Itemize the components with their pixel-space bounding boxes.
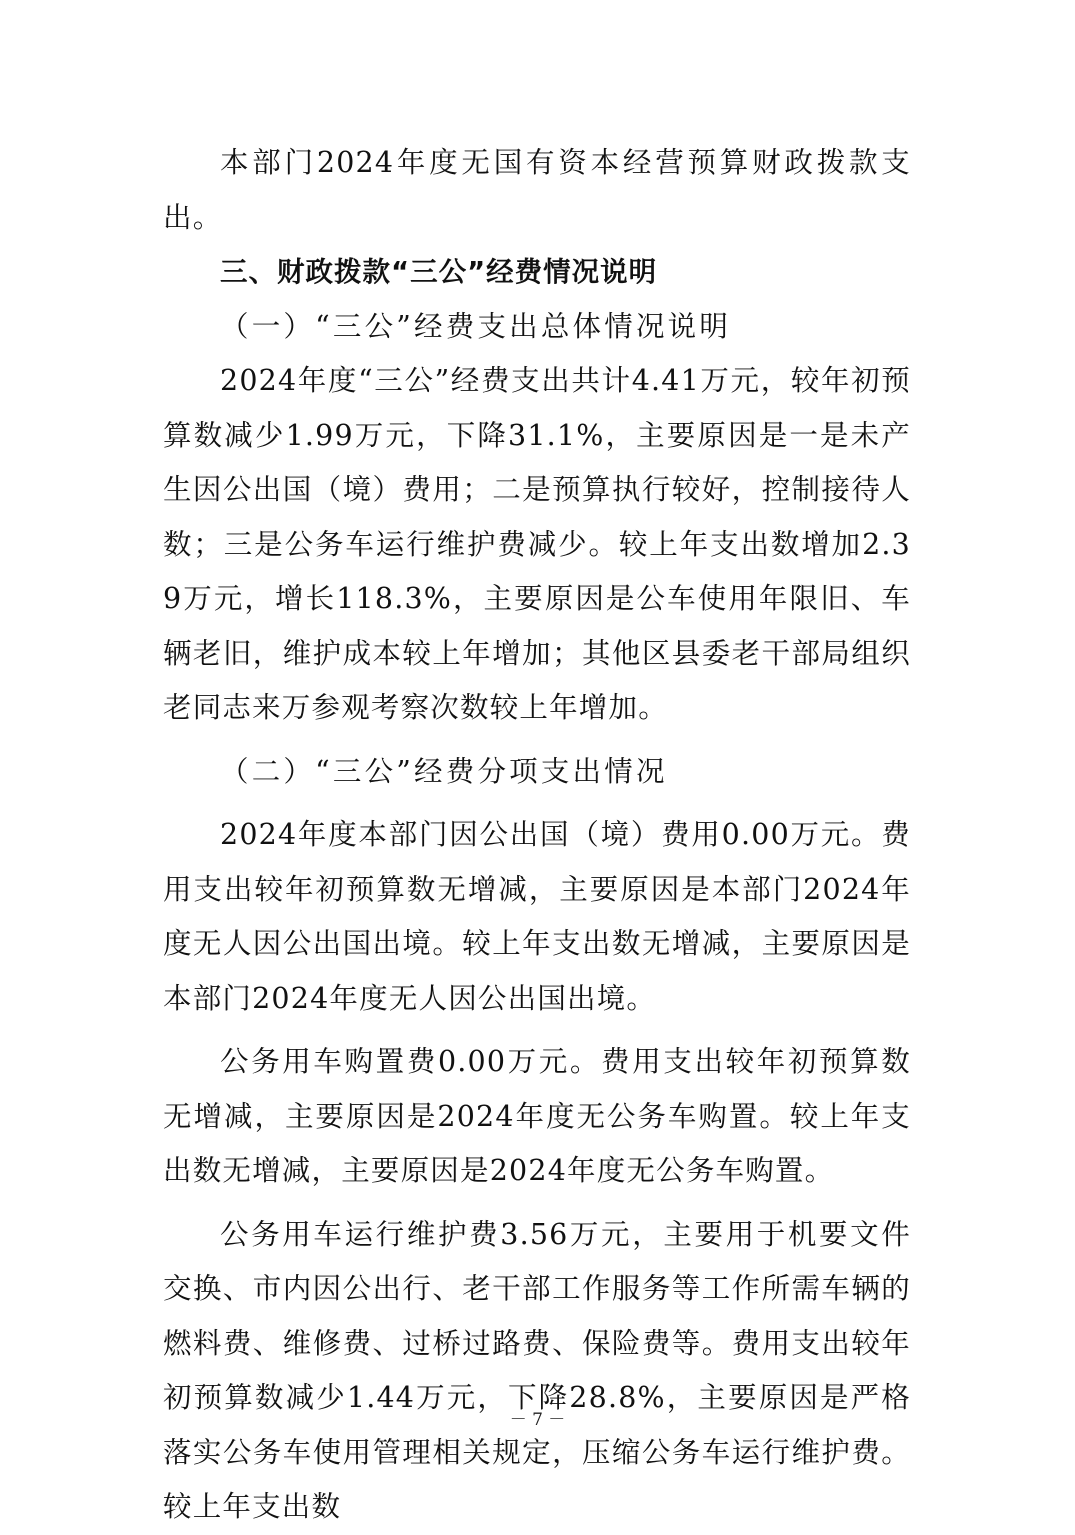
- paragraph-vehicle-purchase: 公务用车购置费0.00万元。费用支出较年初预算数无增减，主要原因是2024年度无公务车购置。较上年支出数无增减，主要原因是2024年度无公务车购置。: [163, 1045, 911, 1187]
- document-body: [163, 136, 911, 1535]
- paragraph-no-state-capital-budget: 本部门2024年度无国有资本经营预算财政拨款支出。: [163, 146, 911, 234]
- subheading-itemized-expenses: （二）“三公”经费分项支出情况: [220, 754, 668, 788]
- paragraph-overall-expenses: 2024年度“三公”经费支出共计4.41万元，较年初预算数减少1.99万元，下降31.1%，主要原因是一是未产生因公出国（境）费用；二是预算执行较好，控制接待人数；三是公务车运行维护费减少。较上年支出数增加2.39万元，增长118.3%，主要原因是公车使用年限旧、车辆老旧，维护成本较上年增加；其他区县委老干部局组织老同志来万参观考察次数较上年增加。: [163, 364, 911, 724]
- section-heading-three-public-expenses: 三、财政拨款“三公”经费情况说明: [220, 256, 658, 288]
- paragraph-overseas-travel: 2024年度本部门因公出国（境）费用0.00万元。费用支出较年初预算数无增减，主要原因是本部门2024年度无人因公出国出境。较上年支出数无增减，主要原因是本部门2024年度无人因公出国出境。: [163, 818, 911, 1015]
- paragraph-vehicle-maintenance: 公务用车运行维护费3.56万元，主要用于机要文件交换、市内因公出行、老干部工作服务等工作所需车辆的燃料费、维修费、过桥过路费、保险费等。费用支出较年初预算数减少1.44万元，下降28.8%，主要原因是严格落实公务车使用管理相关规定，压缩公务车运行维护费。较上年支出数: [163, 1217, 911, 1523]
- subheading-overall-situation: （一）“三公”经费支出总体情况说明: [220, 309, 732, 343]
- page-number: － 7 －: [509, 1410, 566, 1430]
